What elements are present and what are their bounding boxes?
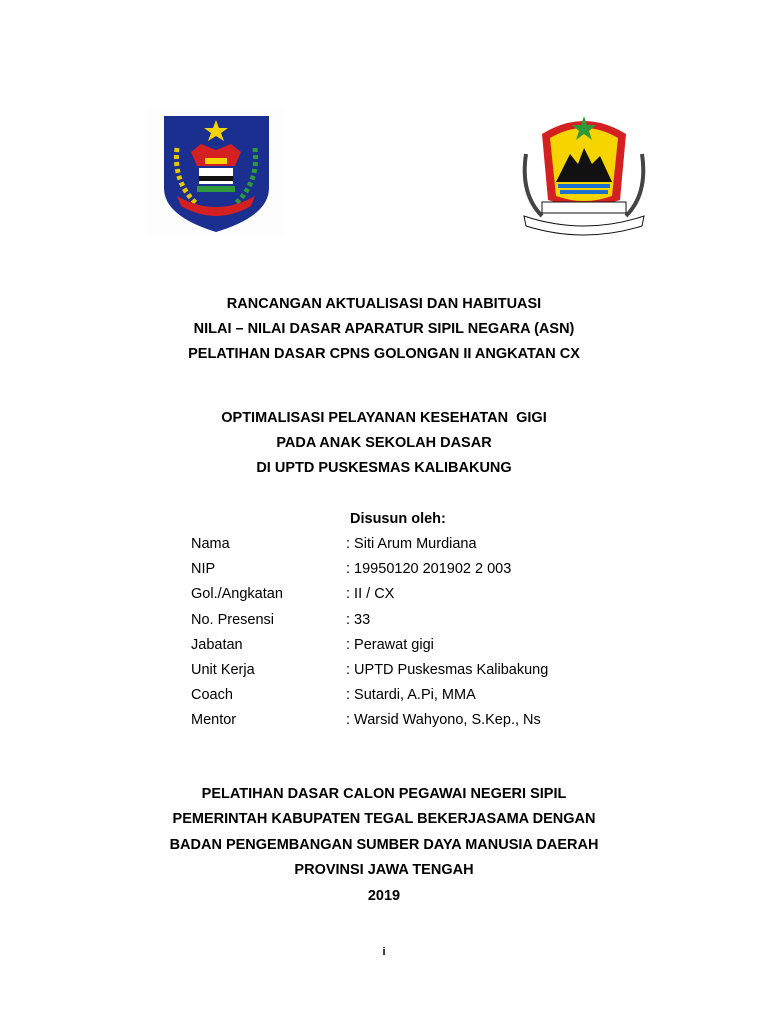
institution-line-2: PEMERINTAH KABUPATEN TEGAL BEKERJASAMA DENGAN xyxy=(172,811,596,828)
info-label: NIP xyxy=(191,561,216,578)
info-label: Nama xyxy=(191,536,230,552)
info-label: Coach xyxy=(191,687,233,704)
info-value: : Warsid Wahyono, S.Kep., Ns xyxy=(346,712,541,729)
title-line-3: PELATIHAN DASAR CPNS GOLONGAN II ANGKATAN CX xyxy=(188,346,580,362)
institution-line-1: PELATIHAN DASAR CALON PEGAWAI NEGERI SIPIL xyxy=(201,786,567,802)
info-value: : UPTD Puskesmas Kalibakung xyxy=(346,661,549,678)
author-heading: Disusun oleh: xyxy=(350,511,446,527)
title-line-1: RANCANGAN AKTUALISASI DAN HABITUASI xyxy=(226,296,542,312)
info-label: Jabatan xyxy=(191,636,243,653)
info-label: Unit Kerja xyxy=(191,661,255,678)
info-value: : Sutardi, A.Pi, MMA xyxy=(346,687,476,704)
kabupaten-tegal-logo xyxy=(147,108,283,236)
info-value: : Siti Arum Murdiana xyxy=(346,536,477,552)
topic-line-1: OPTIMALISASI PELAYANAN KESEHATAN GIGI xyxy=(221,410,547,426)
info-label: No. Presensi xyxy=(191,611,275,628)
info-value: : 19950120 201902 2 003 xyxy=(346,561,512,578)
info-value: : 33 xyxy=(346,611,371,628)
jawa-tengah-logo xyxy=(512,104,656,242)
institution-line-4: PROVINSI JAWA TENGAH xyxy=(294,862,474,879)
info-label: Gol./Angkatan xyxy=(191,586,283,603)
title-block xyxy=(0,292,768,367)
topic-line-3: DI UPTD PUSKESMAS KALIBAKUNG xyxy=(256,460,512,476)
info-label: Mentor xyxy=(191,712,237,729)
institution-line-3: BADAN PENGEMBANGAN SUMBER DAYA MANUSIA DAERAH xyxy=(169,836,599,853)
info-value: : Perawat gigi xyxy=(346,636,434,653)
topic-block xyxy=(0,406,768,481)
institution-block xyxy=(0,782,768,909)
year: 2019 xyxy=(367,887,401,904)
topic-line-2: PADA ANAK SEKOLAH DASAR xyxy=(276,435,492,451)
info-value: : II / CX xyxy=(346,586,395,603)
page-number: i xyxy=(382,946,386,958)
title-line-2: NILAI – NILAI DASAR APARATUR SIPIL NEGARA (ASN) xyxy=(193,321,575,337)
